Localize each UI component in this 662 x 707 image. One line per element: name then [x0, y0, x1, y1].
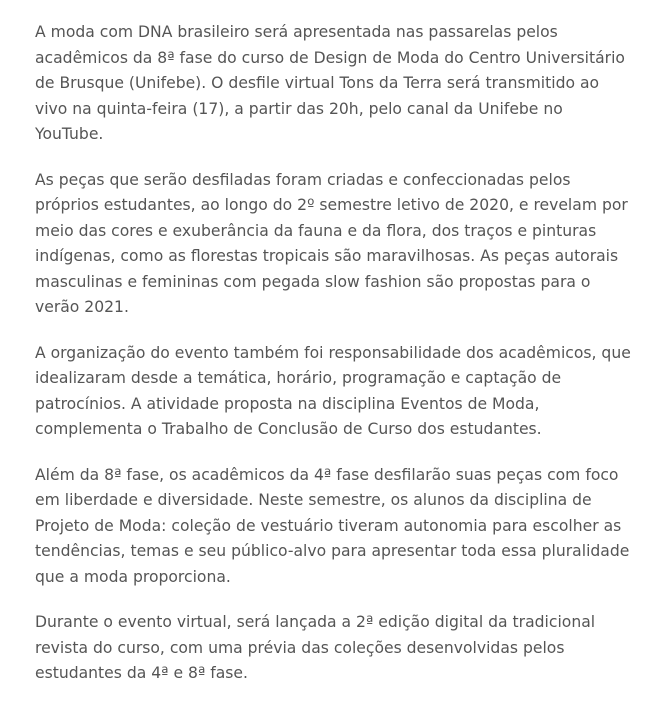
article-body [35, 20, 635, 707]
paragraph-4: Além da 8ª fase, os acadêmicos da 4ª fase desfilarão suas peças com foco em liberdade e diversidade. Neste semestre, os alunos da disciplina de Projeto de Moda: coleção de vestuário tiveram autonomia para escolher as tendências, temas e seu público-alvo para apresentar toda essa pluralidade que a moda proporciona. [35, 465, 630, 586]
paragraph-1: A moda com DNA brasileiro será apresentada nas passarelas pelos acadêmicos da 8ª fase do curso de Design de Moda do Centro Universitário de Brusque (Unifebe). O desfile virtual Tons da Terra será transmitido ao vivo na quinta-feira (17), a partir das 20h, pelo canal da Unifebe no YouTube. [35, 23, 625, 143]
paragraph-2: As peças que serão desfiladas foram criadas e confeccionadas pelos próprios estudantes, ao longo do 2º semestre letivo de 2020, e revelam por meio das cores e exuberância da fauna e da flora, dos traços e pinturas indígenas, como as florestas tropicais são maravilhosas. As peças autorais masculinas e femininas com pegada slow fashion são propostas para o verão 2021. [35, 170, 628, 316]
paragraph-5: Durante o evento virtual, será lançada a 2ª edição digital da tradicional revista do curso, com uma prévia das coleções desenvolvidas pelos estudantes da 4ª e 8ª fase. [35, 613, 596, 682]
paragraph-3: A organização do evento também foi responsabilidade dos acadêmicos, que idealizaram desde a temática, horário, programação e captação de patrocínios. A atividade proposta na disciplina Eventos de Moda, complementa o Trabalho de Conclusão de Curso dos estudantes. [35, 343, 631, 438]
